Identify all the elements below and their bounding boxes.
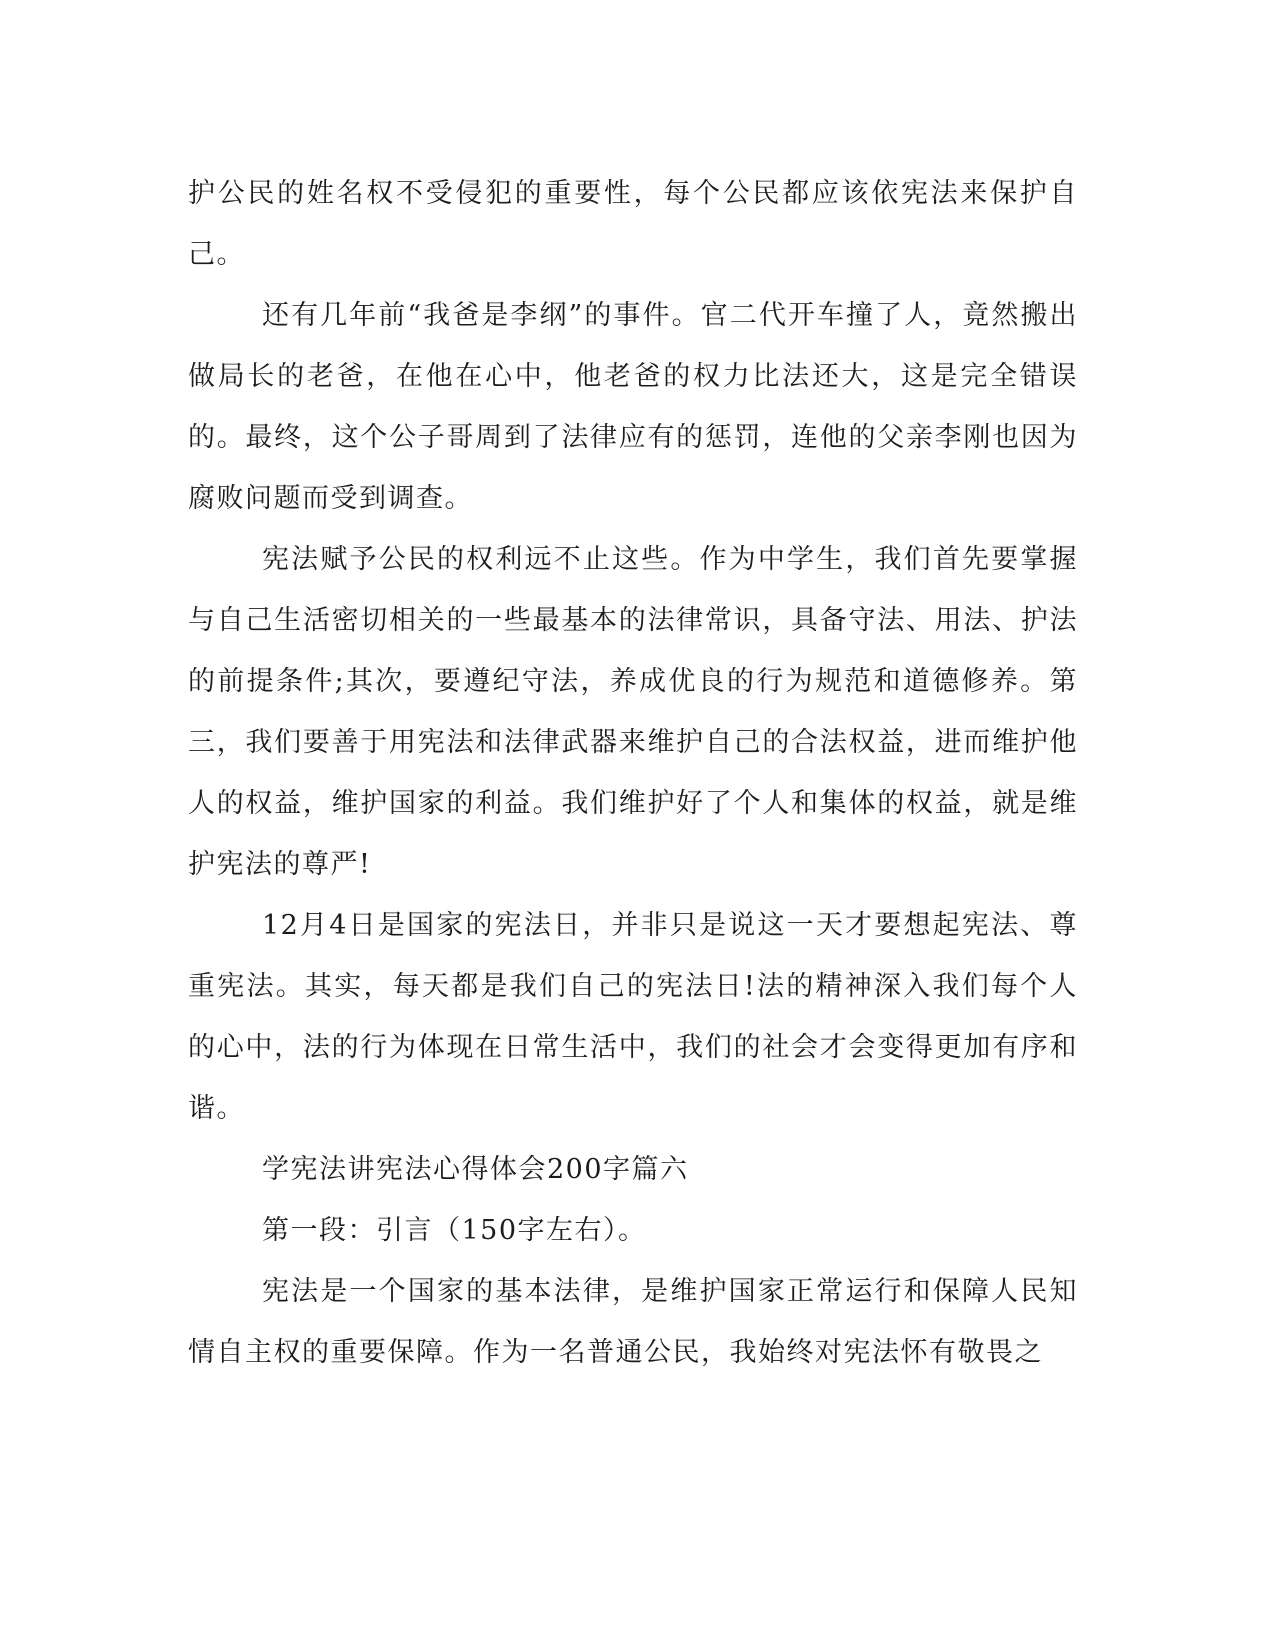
document-body	[188, 163, 1078, 1383]
paragraph-1: 护公民的姓名权不受侵犯的重要性，每个公民都应该依宪法来保护自己。	[188, 178, 1078, 270]
paragraph-4: 12月4日是国家的宪法日，并非只是说这一天才要想起宪法、尊重宪法。其实，每天都是我们自己的宪法日!法的精神深入我们每个人的心中，法的行为体现在日常生活中，我们的社会才会变得更加有序和谐。	[188, 910, 1078, 1124]
subsection-heading: 第一段：引言（150字左右）。	[262, 1215, 647, 1246]
paragraph-2: 还有几年前“我爸是李纲”的事件。官二代开车撞了人，竟然搬出做局长的老爸，在他在心中，他老爸的权力比法还大，这是完全错误的。最终，这个公子哥周到了法律应有的惩罚，连他的父亲李刚也因为腐败问题而受到调查。	[188, 300, 1078, 514]
section-heading: 学宪法讲宪法心得体会200字篇六	[262, 1154, 689, 1185]
paragraph-3: 宪法赋予公民的权利远不止这些。作为中学生，我们首先要掌握与自己生活密切相关的一些最基本的法律常识，具备守法、用法、护法的前提条件;其次，要遵纪守法，养成优良的行为规范和道德修养。第三，我们要善于用宪法和法律武器来维护自己的合法权益，进而维护他人的权益，维护国家的利益。我们维护好了个人和集体的权益，就是维护宪法的尊严!	[188, 544, 1078, 880]
paragraph-5: 宪法是一个国家的基本法律，是维护国家正常运行和保障人民知情自主权的重要保障。作为一名普通公民，我始终对宪法怀有敬畏之	[188, 1276, 1078, 1368]
